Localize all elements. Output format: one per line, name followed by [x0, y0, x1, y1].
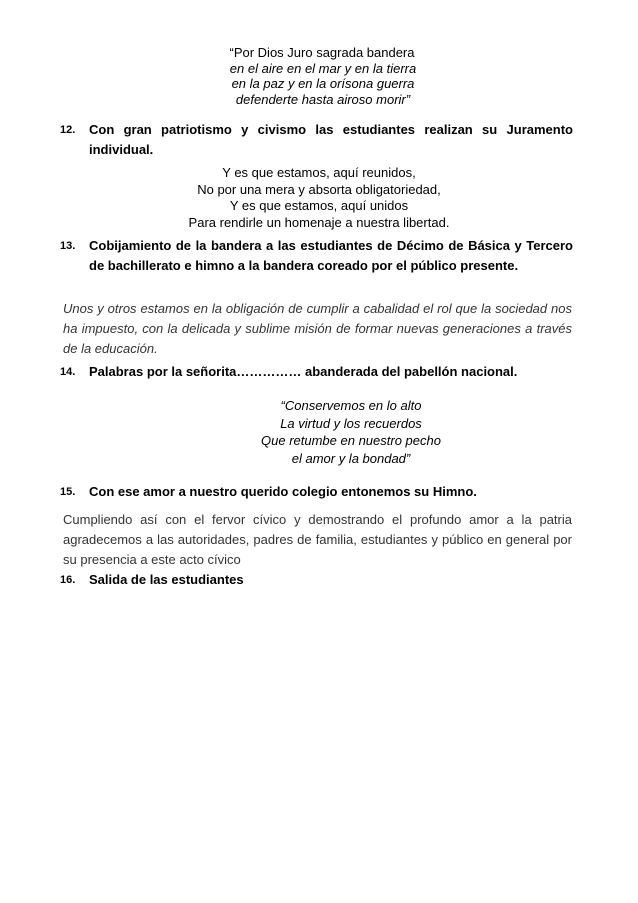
program-item-12	[60, 120, 573, 160]
verse-line: “Por Dios Juro sagrada bandera	[229, 45, 415, 60]
verse-line: “Conservemos en lo alto	[280, 398, 422, 413]
item-text: Salida de las estudiantes	[89, 572, 244, 587]
verse-line: en el aire en el mar y en la tierra	[229, 60, 417, 76]
reunion-verse	[0, 165, 638, 231]
oath-verse	[0, 45, 638, 107]
item-number: 12.	[60, 124, 76, 136]
program-item-13	[60, 236, 573, 276]
verse-line: el amor y la bondad”	[291, 450, 411, 466]
item-text: Con gran patriotismo y civismo las estudiantes realizan su Juramento individual.	[89, 122, 573, 157]
verse-line: Para rendirle un homenaje a nuestra libertad.	[188, 214, 450, 230]
verse-line: No por una mera y absorta obligatoriedad,	[197, 181, 441, 197]
program-item-16	[60, 570, 573, 590]
item-number: 14.	[60, 366, 76, 378]
verse-line: Y es que estamos, aquí reunidos,	[222, 165, 416, 180]
verse-line: Que retumbe en nuestro pecho	[261, 433, 441, 448]
item-text: Con ese amor a nuestro querido colegio entonemos su Himno.	[89, 484, 477, 499]
closing-paragraph: Cumpliendo así con el fervor cívico y demostrando el profundo amor a la patria agradecemos a las autoridades, padres de familia, estudiantes y público en general por su presencia a este acto cívico	[63, 512, 572, 567]
verse-line: en la paz y en la orísona guerra	[231, 76, 415, 91]
conservation-verse	[0, 397, 638, 467]
item-number: 13.	[60, 240, 76, 252]
verse-line: Y es que estamos, aquí unidos	[229, 198, 409, 213]
item-text: Palabras por la señorita…………… abanderada del pabellón nacional.	[89, 364, 518, 379]
program-item-15	[60, 482, 573, 502]
education-paragraph: Unos y otros estamos en la obligación de cumplir a cabalidad el rol que la sociedad nos ha impuesto, con la delicada y sublime misión de formar nuevas generaciones a través de la educación.	[63, 301, 572, 356]
item-number: 16.	[60, 574, 76, 586]
verse-line: La virtud y los recuerdos	[280, 415, 422, 431]
program-item-14	[60, 362, 573, 382]
item-text: Cobijamiento de la bandera a las estudiantes de Décimo de Básica y Tercero de bachillerato e himno a la bandera coreado por el público presente.	[89, 238, 573, 273]
item-number: 15.	[60, 486, 76, 498]
verse-line: defenderte hasta airoso morir”	[235, 91, 411, 107]
